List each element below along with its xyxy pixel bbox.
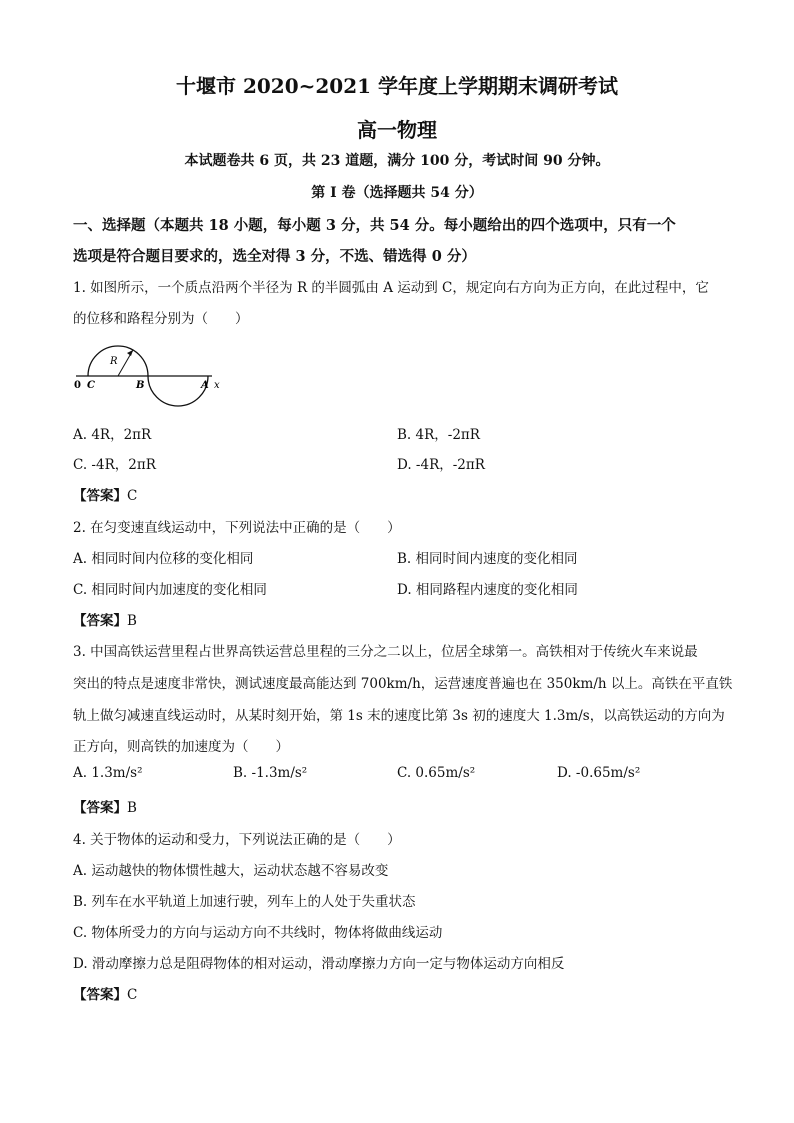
q1-lower-arc	[148, 376, 208, 406]
q1-label-r: R	[110, 356, 118, 367]
q2-option-c: C. 相同时间内加速度的变化相同	[73, 582, 267, 598]
q1-option-d: D. -4R，-2πR	[397, 457, 485, 473]
q1-answer-value: C	[127, 488, 138, 504]
q4-option-d: D. 滑动摩擦力总是阻碍物体的相对运动，滑动摩擦力方向一定与物体运动方向相反	[73, 956, 565, 972]
exam-subject: 高一物理	[357, 118, 437, 142]
section-line-1: 一、选择题（本题共 18 小题，每小题 3 分，共 54 分。每小题给出的四个选项中，只有一个	[73, 217, 676, 234]
q1-label-o: 0	[74, 380, 81, 391]
q3-option-b: B. -1.3m/s²	[233, 765, 308, 781]
q1-option-b: B. 4R，-2πR	[397, 427, 480, 443]
q1-answer-tag: 【答案】	[73, 488, 127, 504]
q1-option-c: C. -4R，2πR	[73, 457, 156, 473]
q3-option-a: A. 1.3m/s²	[73, 765, 143, 781]
q4-stem: 4. 关于物体的运动和受力，下列说法正确的是（ ）	[73, 832, 401, 848]
q1-radius-arrow	[127, 350, 133, 356]
exam-info: 本试题卷共 6 页，共 23 道题，满分 100 分，考试时间 90 分钟。	[184, 153, 610, 169]
q2-stem: 2. 在匀变速直线运动中，下列说法中正确的是（ ）	[73, 520, 401, 536]
q2-option-d: D. 相同路程内速度的变化相同	[397, 582, 578, 598]
q1-label-c: C	[87, 380, 95, 391]
q2-answer-value: B	[127, 613, 137, 629]
q1-option-a: A. 4R，2πR	[73, 427, 152, 443]
part-heading: 第 I 卷（选择题共 54 分）	[311, 185, 483, 201]
q4-option-c: C. 物体所受力的方向与运动方向不共线时，物体将做曲线运动	[73, 925, 443, 941]
q1-label-b: B	[136, 380, 145, 391]
q1-upper-arc	[88, 346, 148, 376]
section-instructions	[73, 210, 733, 272]
q1-stem-line-2: 的位移和路程分别为（ ）	[73, 311, 249, 327]
q3-stem-line-1: 3. 中国高铁运营里程占世界高铁运营总里程的三分之二以上，位居全球第一。高铁相对于传统火车来说最	[73, 644, 698, 660]
q1-figure	[70, 340, 230, 410]
q3-stem-line-4: 正方向，则高铁的加速度为（ ）	[73, 739, 289, 755]
q4-option-a: A. 运动越快的物体惯性越大，运动状态越不容易改变	[73, 863, 389, 879]
q3-answer-value: B	[127, 800, 137, 816]
section-line-2: 选项是符合题目要求的，选全对得 3 分，不选、错选得 0 分）	[73, 248, 476, 265]
q3-answer-tag: 【答案】	[73, 800, 127, 816]
q2-answer	[73, 609, 137, 629]
exam-title: 十堰市 2020~2021 学年度上学期期末调研考试	[175, 74, 618, 98]
q3-option-d: D. -0.65m/s²	[557, 765, 641, 781]
q1-answer	[73, 484, 137, 504]
q3-answer	[73, 796, 137, 816]
q2-option-a: A. 相同时间内位移的变化相同	[73, 551, 254, 567]
q3-stem-line-2: 突出的特点是速度非常快，测试速度最高能达到 700km/h，运营速度普遍也在 350km/h 以上。高铁在平直铁	[73, 676, 733, 692]
q4-answer-value: C	[127, 987, 138, 1003]
q1-label-a: A	[201, 380, 209, 391]
q2-option-b: B. 相同时间内速度的变化相同	[397, 551, 578, 567]
q4-option-b: B. 列车在水平轨道上加速行驶，列车上的人处于失重状态	[73, 894, 416, 910]
q3-option-c: C. 0.65m/s²	[397, 765, 476, 781]
q4-answer	[73, 983, 137, 1003]
q4-answer-tag: 【答案】	[73, 987, 127, 1003]
q1-stem-line-1: 1. 如图所示，一个质点沿两个半径为 R 的半圆弧由 A 运动到 C，规定向右方向为正方向，在此过程中，它	[73, 280, 709, 296]
q3-stem-line-3: 轨上做匀减速直线运动时，从某时刻开始，第 1s 末的速度比第 3s 初的速度大 1.3m/s，以高铁运动的方向为	[73, 708, 725, 724]
q2-answer-tag: 【答案】	[73, 613, 127, 629]
q1-label-x: x	[214, 380, 220, 391]
